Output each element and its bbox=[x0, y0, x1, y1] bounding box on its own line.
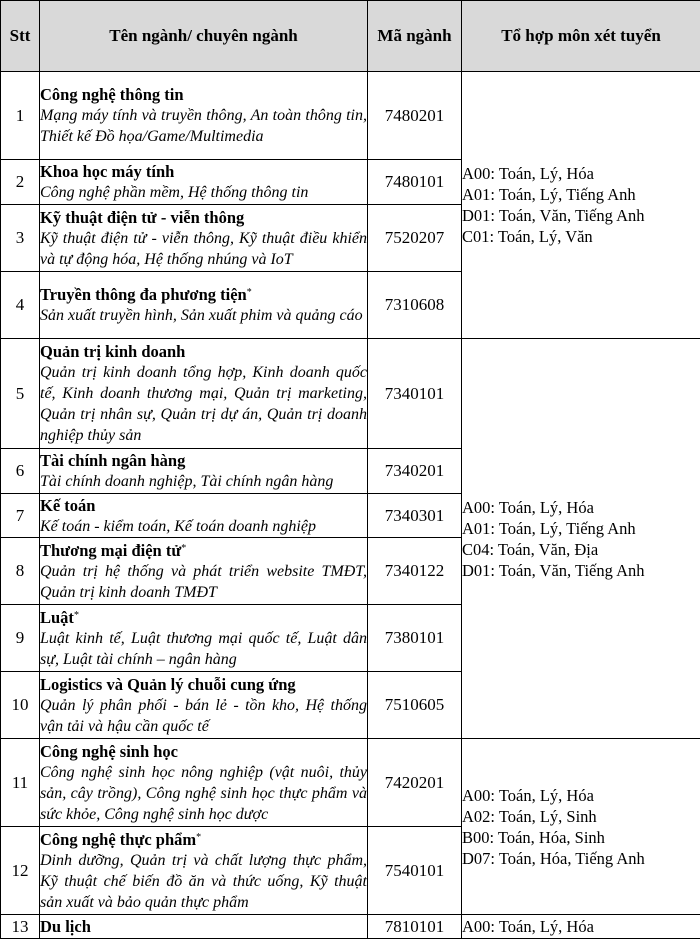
combination-line: A02: Toán, Lý, Sinh bbox=[462, 806, 700, 827]
major-code: 7340301 bbox=[368, 494, 462, 538]
major-note-mark: * bbox=[181, 543, 186, 554]
major-cell bbox=[40, 494, 368, 538]
major-title: Công nghệ thực phẩm bbox=[40, 830, 196, 849]
major-title: Logistics và Quản lý chuỗi cung ứng bbox=[40, 675, 296, 694]
major-code: 7340122 bbox=[368, 538, 462, 605]
row-stt: 9 bbox=[1, 605, 40, 672]
row-stt: 3 bbox=[1, 205, 40, 272]
major-note-mark: * bbox=[74, 610, 79, 621]
header-row bbox=[1, 1, 700, 72]
header-major-name: Tên ngành/ chuyên ngành bbox=[40, 1, 368, 72]
row-stt: 4 bbox=[1, 272, 40, 339]
major-cell bbox=[40, 72, 368, 160]
specializations: Tài chính doanh nghiệp, Tài chính ngân hàng bbox=[40, 471, 367, 492]
major-title: Du lịch bbox=[40, 917, 91, 936]
major-title: Tài chính ngân hàng bbox=[40, 451, 185, 470]
table-row bbox=[1, 915, 700, 939]
subject-combination-group bbox=[462, 72, 700, 339]
specializations: Mạng máy tính và truyền thông, An toàn thông tin, Thiết kế Đồ họa/Game/Multimedia bbox=[40, 105, 367, 147]
combination-line: A01: Toán, Lý, Tiếng Anh bbox=[462, 184, 700, 205]
combination-line: A00: Toán, Lý, Hóa bbox=[462, 163, 700, 184]
major-cell bbox=[40, 827, 368, 915]
major-code: 7310608 bbox=[368, 272, 462, 339]
header-subject-combination: Tổ hợp môn xét tuyển bbox=[462, 1, 700, 72]
combination-line: C04: Toán, Văn, Địa bbox=[462, 539, 700, 560]
combination-line: B00: Toán, Hóa, Sinh bbox=[462, 827, 700, 848]
combination-line: A00: Toán, Lý, Hóa bbox=[462, 916, 700, 937]
subject-combination-group bbox=[462, 739, 700, 915]
row-stt: 6 bbox=[1, 449, 40, 494]
specializations: Kỹ thuật điện tử - viễn thông, Kỹ thuật điều khiển và tự động hóa, Hệ thống nhúng và IoT bbox=[40, 228, 367, 270]
subject-combination-group bbox=[462, 915, 700, 939]
specializations: Quản lý phân phối - bán lẻ - tồn kho, Hệ thống vận tải và hậu cần quốc tế bbox=[40, 695, 367, 737]
row-stt: 13 bbox=[1, 915, 40, 939]
major-cell bbox=[40, 538, 368, 605]
major-code: 7810101 bbox=[368, 915, 462, 939]
major-title: Quản trị kinh doanh bbox=[40, 342, 185, 361]
major-cell bbox=[40, 272, 368, 339]
major-code: 7480101 bbox=[368, 160, 462, 205]
major-title: Công nghệ thông tin bbox=[40, 85, 184, 104]
row-stt: 7 bbox=[1, 494, 40, 538]
major-cell bbox=[40, 915, 368, 939]
row-stt: 2 bbox=[1, 160, 40, 205]
combination-line: D07: Toán, Hóa, Tiếng Anh bbox=[462, 848, 700, 869]
specializations: Công nghệ phần mềm, Hệ thống thông tin bbox=[40, 182, 367, 203]
row-stt: 1 bbox=[1, 72, 40, 160]
subject-combination-group bbox=[462, 339, 700, 739]
major-cell bbox=[40, 672, 368, 739]
row-stt: 8 bbox=[1, 538, 40, 605]
major-code: 7340201 bbox=[368, 449, 462, 494]
combination-line: A00: Toán, Lý, Hóa bbox=[462, 497, 700, 518]
row-stt: 5 bbox=[1, 339, 40, 449]
combination-line: A00: Toán, Lý, Hóa bbox=[462, 785, 700, 806]
specializations: Công nghệ sinh học nông nghiệp (vật nuôi, thủy sản, cây trồng), Công nghệ sinh học thực phẩm và sức khỏe, Công nghệ sinh học dược bbox=[40, 762, 367, 825]
combination-line: C01: Toán, Lý, Văn bbox=[462, 226, 700, 247]
header-stt: Stt bbox=[1, 1, 40, 72]
specializations: Kế toán - kiểm toán, Kế toán doanh nghiệp bbox=[40, 516, 367, 537]
row-stt: 10 bbox=[1, 672, 40, 739]
combination-line: D01: Toán, Văn, Tiếng Anh bbox=[462, 560, 700, 581]
major-cell bbox=[40, 605, 368, 672]
major-code: 7540101 bbox=[368, 827, 462, 915]
major-code: 7340101 bbox=[368, 339, 462, 449]
major-cell bbox=[40, 160, 368, 205]
specializations: Sản xuất truyền hình, Sản xuất phim và quảng cáo bbox=[40, 305, 367, 326]
specializations: Dinh dưỡng, Quản trị và chất lượng thực phẩm, Kỹ thuật chế biến đồ ăn và thức uống, Kỹ thuật sản xuất và bảo quản thực phẩm bbox=[40, 850, 367, 913]
table-row bbox=[1, 739, 700, 827]
row-stt: 11 bbox=[1, 739, 40, 827]
table-row bbox=[1, 339, 700, 449]
major-title: Kế toán bbox=[40, 496, 95, 515]
major-cell bbox=[40, 449, 368, 494]
major-note-mark: * bbox=[247, 287, 252, 298]
major-title: Kỹ thuật điện tử - viễn thông bbox=[40, 208, 244, 227]
combination-line: D01: Toán, Văn, Tiếng Anh bbox=[462, 205, 700, 226]
row-stt: 12 bbox=[1, 827, 40, 915]
specializations: Luật kinh tế, Luật thương mại quốc tế, Luật dân sự, Luật tài chính – ngân hàng bbox=[40, 628, 367, 670]
major-cell bbox=[40, 205, 368, 272]
major-code: 7510605 bbox=[368, 672, 462, 739]
major-note-mark: * bbox=[196, 832, 201, 843]
specializations: Quản trị hệ thống và phát triển website TMĐT, Quản trị kinh doanh TMĐT bbox=[40, 561, 367, 603]
major-code: 7380101 bbox=[368, 605, 462, 672]
table-row bbox=[1, 72, 700, 160]
major-title: Truyền thông đa phương tiện bbox=[40, 285, 247, 304]
major-title: Khoa học máy tính bbox=[40, 162, 174, 181]
major-code: 7480201 bbox=[368, 72, 462, 160]
major-title: Thương mại điện tử bbox=[40, 541, 181, 560]
major-title: Công nghệ sinh học bbox=[40, 742, 178, 761]
major-title: Luật bbox=[40, 608, 74, 627]
major-code: 7520207 bbox=[368, 205, 462, 272]
combination-line: A01: Toán, Lý, Tiếng Anh bbox=[462, 518, 700, 539]
major-cell bbox=[40, 339, 368, 449]
header-major-code: Mã ngành bbox=[368, 1, 462, 72]
major-cell bbox=[40, 739, 368, 827]
specializations: Quản trị kinh doanh tổng hợp, Kinh doanh quốc tế, Kinh doanh thương mại, Quản trị marketing, Quản trị nhân sự, Quản trị dự án, Quản trị doanh nghiệp thủy sản bbox=[40, 362, 367, 446]
major-code: 7420201 bbox=[368, 739, 462, 827]
